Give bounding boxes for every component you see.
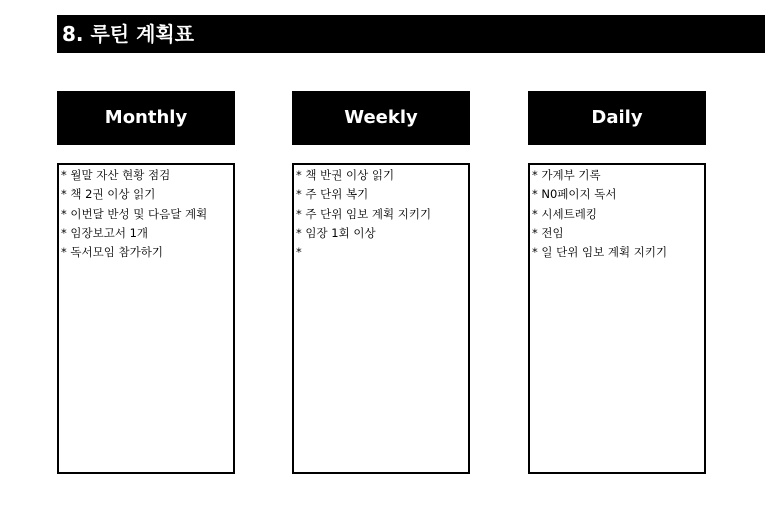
list-item: * 이번달 반성 및 다음달 계획 bbox=[61, 206, 208, 221]
weekly-header: Weekly bbox=[292, 91, 470, 145]
list-item: * 임장보고서 1개 bbox=[61, 225, 149, 240]
list-item: * 일 단위 임보 계획 지키기 bbox=[532, 245, 668, 260]
list-item: * 독서모임 참가하기 bbox=[61, 245, 163, 260]
monthly-header: Monthly bbox=[57, 91, 235, 145]
list-item: * bbox=[296, 245, 302, 260]
list-item: * 주 단위 임보 계획 지키기 bbox=[296, 206, 432, 221]
daily-header: Daily bbox=[528, 91, 706, 145]
daily-routine-box[interactable] bbox=[528, 163, 706, 474]
list-item: * N0페이지 독서 bbox=[532, 187, 617, 202]
list-item: * 주 단위 복기 bbox=[296, 187, 369, 202]
list-item: * 전임 bbox=[532, 225, 564, 240]
weekly-routine-box[interactable] bbox=[292, 163, 470, 474]
list-item: * 시세트레킹 bbox=[532, 206, 597, 221]
list-item: * 책 2권 이상 읽기 bbox=[61, 187, 156, 202]
monthly-routine-box[interactable] bbox=[57, 163, 235, 474]
list-item: * 임장 1회 이상 bbox=[296, 225, 376, 240]
list-item: * 월말 자산 현황 점검 bbox=[61, 168, 171, 182]
list-item: * 가계부 기록 bbox=[532, 168, 601, 182]
page-title: 8. 루틴 계획표 bbox=[57, 15, 765, 53]
list-item: * 책 반권 이상 읽기 bbox=[296, 168, 395, 182]
